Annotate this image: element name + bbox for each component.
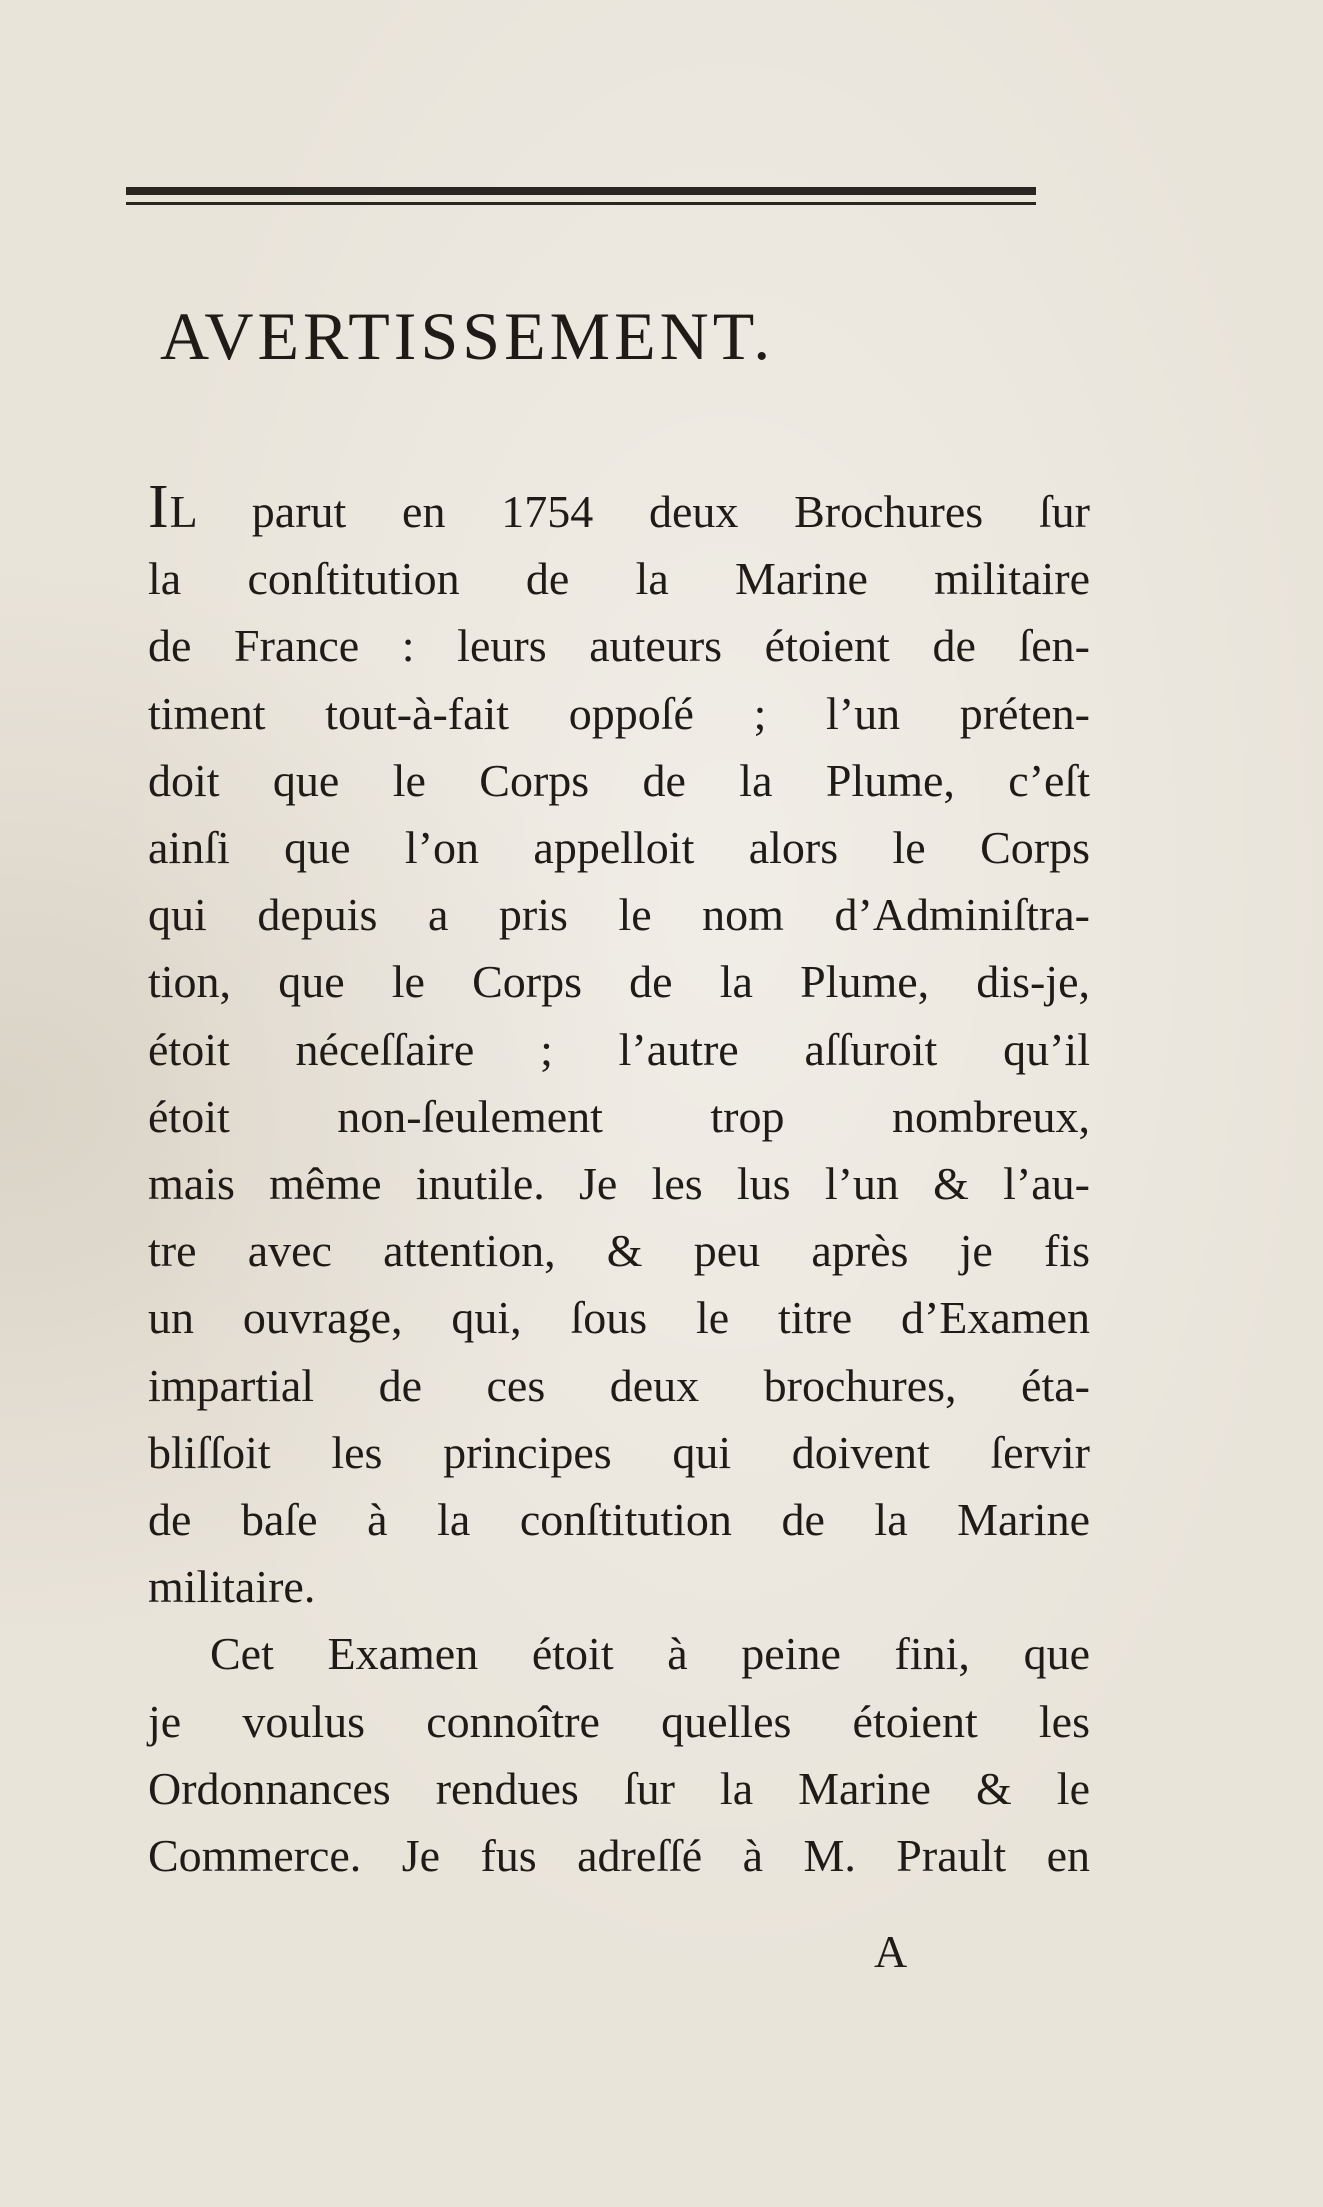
text-line: la conſtitution de la Marine militaire [148,553,1090,605]
text-line: tre avec attention, & peu après je fis [148,1225,1090,1277]
text-line: de France : leurs auteurs étoient de ſen- [148,620,1090,672]
text-line: je voulus connoître quelles étoient les [148,1695,1090,1747]
text-line: un ouvrage, qui, ſous le titre d’Examen [148,1292,1090,1344]
header-rule-thin [126,202,1036,205]
text-line: timent tout-à-fait oppoſé ; l’un préten- [148,687,1090,739]
text-line: étoit non-ſeulement trop nombreux, [148,1090,1090,1142]
text-line: Cet Examen étoit à peine fini, que [210,1628,1090,1680]
text-line: impartial de ces deux brochures, éta- [148,1359,1090,1411]
text-line: Ordonnances rendues ſur la Marine & le [148,1762,1090,1814]
text-line: bliſſoit les principes qui doivent ſervir [148,1426,1090,1478]
signature-mark: A [874,1926,908,1977]
text-line: de baſe à la conſtitution de la Marine [148,1494,1090,1546]
text-line: mais même inutile. Je les lus l’un & l’au- [148,1158,1090,1210]
first-line-text: L parut en 1754 deux Brochures ſur [169,486,1090,537]
text-line: tion, que le Corps de la Plume, dis-je, [148,956,1090,1008]
text-line: qui depuis a pris le nom d’Adminiſtra- [148,889,1090,941]
drop-cap: I [148,473,170,541]
page-heading: AVERTISSEMENT. [160,298,775,374]
text-line: Commerce. Je fus adreſſé à M. Prault en [148,1830,1090,1882]
body-text [148,473,1090,1889]
header-rule-thick [126,187,1036,195]
text-line: militaire. [148,1561,316,1613]
text-line [148,473,1090,545]
text-line: ainſi que l’on appelloit alors le Corps [148,822,1090,874]
text-line: doit que le Corps de la Plume, c’eſt [148,754,1090,806]
text-line: étoit néceſſaire ; l’autre aſſuroit qu’il [148,1023,1090,1075]
